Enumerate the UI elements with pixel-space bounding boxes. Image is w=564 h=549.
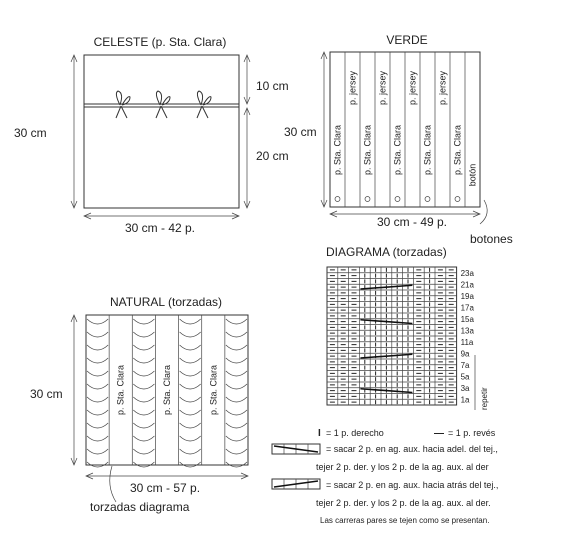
legend-note: Las carreras pares se tejen como se presentan. <box>320 516 490 525</box>
legend-cross2-line1: = sacar 2 p. en ag. aux. hacia atrás del tej., <box>326 480 499 490</box>
button-circle <box>425 197 430 202</box>
diagram-panel <box>326 245 489 410</box>
row-label: 17a <box>460 303 474 313</box>
row-label: 15a <box>460 314 474 324</box>
row-label: 3a <box>460 383 470 393</box>
verde-santa-clara-label: p. Sta. Clara <box>332 124 343 176</box>
celeste-top-label: 10 cm <box>256 79 289 93</box>
legend-reves-symbol: — <box>434 428 444 439</box>
legend-cross2-line2: tejer 2 p. der. y los 2 p. de la ag. aux. al der. <box>316 498 491 508</box>
row-label: 1a <box>460 395 470 405</box>
row-labels <box>461 269 475 405</box>
celeste-panel <box>14 35 289 235</box>
celeste-bottom-label: 20 cm <box>256 149 289 163</box>
cable-twist-mark <box>226 319 247 467</box>
verde-button-strip-label: botón <box>467 163 478 187</box>
verde-santa-clara-label: p. Sta. Clara <box>422 124 433 176</box>
verde-width-label: 30 cm - 49 p. <box>376 215 448 229</box>
row-label: 9a <box>460 349 470 359</box>
celeste-width-label: 30 cm - 42 p. <box>124 221 196 235</box>
button-circle <box>365 197 370 202</box>
cable-front-symbol <box>272 444 320 454</box>
verde-santa-clara-label: p. Sta. Clara <box>452 124 463 176</box>
verde-buttons-label: botones <box>470 232 513 246</box>
legend-derecho-text: = 1 p. derecho <box>326 428 384 438</box>
verde-jersey-label: p. jersey <box>437 70 448 106</box>
cable-back-symbol <box>272 479 320 489</box>
verde-santa-clara-label: p. Sta. Clara <box>392 124 403 176</box>
natural-santa-clara-label: p. Sta. Clara <box>115 364 126 416</box>
verde-jersey-label: p. jersey <box>377 70 388 106</box>
verde-jersey-label: p. jersey <box>407 70 418 106</box>
verde-title: VERDE <box>386 33 428 47</box>
legend <box>272 428 498 525</box>
verde-panel <box>284 33 513 246</box>
natural-width-label: 30 cm - 57 p. <box>130 481 201 495</box>
buttons-pointer-arrow <box>480 200 487 224</box>
diagram-title: DIAGRAMA (torzadas) <box>326 245 447 259</box>
cable-twist-mark <box>180 319 201 467</box>
repeat-label: repetir <box>480 387 489 410</box>
row-label: 19a <box>460 291 474 301</box>
celeste-height-label: 30 cm <box>14 126 47 140</box>
legend-cross1-line2: tejer 2 p. der. y los 2 p. de la ag. aux. al der <box>316 462 489 472</box>
row-label: 5a <box>460 372 470 382</box>
row-label: 7a <box>460 360 470 370</box>
natural-height-label: 30 cm <box>30 387 63 401</box>
natural-title: NATURAL (torzadas) <box>109 295 223 309</box>
row-label: 11a <box>460 337 474 347</box>
torzadas-pointer-arrow <box>110 466 116 502</box>
legend-derecho-symbol: I <box>318 428 321 439</box>
cable-twist-mark <box>87 319 108 467</box>
celeste-title: CELESTE (p. Sta. Clara) <box>93 35 227 49</box>
celeste-rectangle <box>84 55 239 208</box>
legend-cross1-line1: = sacar 2 p. en ag. aux. hacia adel. del tej., <box>326 444 498 454</box>
natural-panel <box>30 295 248 514</box>
legend-reves-text: = 1 p. revés <box>448 428 496 438</box>
verde-jersey-label: p. jersey <box>347 70 358 106</box>
row-label: 13a <box>460 326 474 336</box>
verde-santa-clara-label: p. Sta. Clara <box>362 124 373 176</box>
row-label: 23a <box>460 268 474 278</box>
natural-santa-clara-label: p. Sta. Clara <box>208 364 219 416</box>
verde-height-label: 30 cm <box>284 125 317 139</box>
natural-footer-label: torzadas diagrama <box>90 500 190 514</box>
button-circle <box>455 197 460 202</box>
button-circle <box>335 197 340 202</box>
stitch-chart-grid <box>327 267 457 405</box>
cable-twist-mark <box>133 319 154 467</box>
button-circle <box>395 197 400 202</box>
row-label: 21a <box>460 280 474 290</box>
natural-santa-clara-label: p. Sta. Clara <box>162 364 172 416</box>
